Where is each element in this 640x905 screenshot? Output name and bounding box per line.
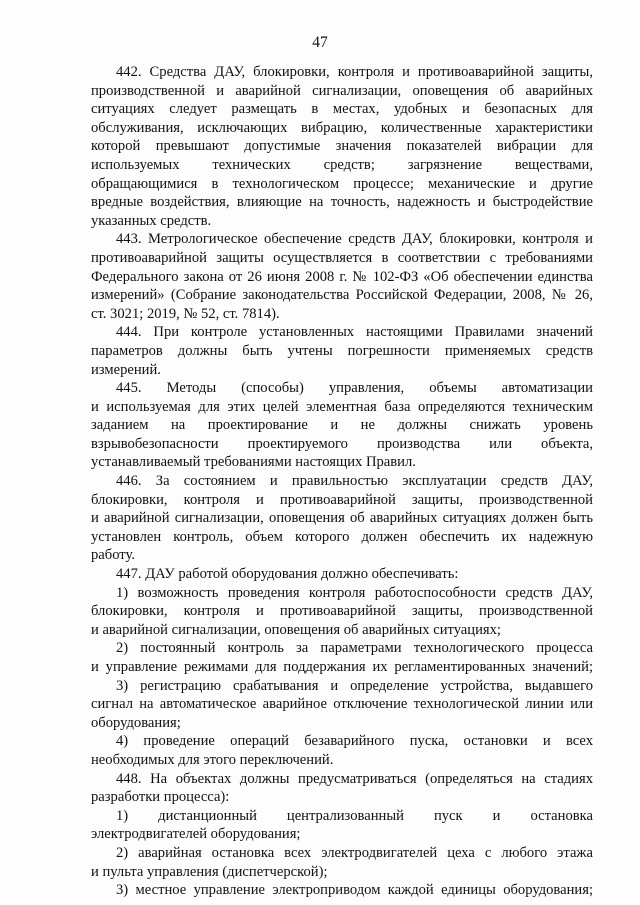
text-line: измерений» (Собрание законодательства Российской Федерации, 2008, № 26,	[91, 287, 593, 304]
text-line: противоаварийной защиты осуществляется в соответствии с требованиями	[91, 249, 593, 266]
text-line: и аварийной сигнализации, оповещения об аварийных ситуациях;	[91, 621, 501, 638]
text-line: параметров должны быть учтены погрешности применяемых средств	[91, 342, 593, 359]
text-line: 1) дистанционный централизованный пуск и остановка	[116, 807, 593, 824]
text-line: производственной и аварийной сигнализации, оповещения об аварийных	[91, 82, 593, 99]
text-line: вредные воздействия, влияющие на точность, надежность и быстродействие	[91, 194, 593, 211]
text-line: необходимых для этого переключений.	[91, 751, 334, 768]
text-line: блокировки, контроля и противоаварийной защиты, производственной	[91, 491, 593, 508]
text-line: оборудования;	[91, 714, 181, 731]
text-line: 2) постоянный контроль за параметрами технологического процесса	[116, 640, 593, 657]
text-line: взрывобезопасности проектируемого производства или объекта,	[91, 435, 593, 452]
page-number: 47	[312, 34, 328, 51]
text-line: 443. Метрологическое обеспечение средств ДАУ, блокировки, контроля и	[116, 231, 593, 248]
text-line: электродвигателей оборудования;	[91, 826, 301, 843]
text-line: установлен контроль, объем которого должен обеспечить их надежную	[91, 528, 593, 545]
text-line: обращающимися в технологическом процессе; механические и другие	[91, 175, 593, 192]
text-line: разработки процесса):	[91, 789, 230, 806]
text-line: которой превышают допустимые значения показателей вибрации для	[91, 138, 593, 155]
text-line: 446. За состоянием и правильностью эксплуатации средств ДАУ,	[116, 473, 593, 490]
text-line: Федерального закона от 26 июня 2008 г. № 102-ФЗ «Об обеспечении единства	[91, 268, 593, 285]
text-line: 4) проведение операций безаварийного пуска, остановки и всех	[116, 733, 593, 750]
document-body	[91, 63, 593, 900]
text-line: используемых технических средств; загрязнение веществами,	[91, 156, 593, 173]
text-line: работу.	[91, 547, 135, 564]
text-line: 442. Средства ДАУ, блокировки, контроля и противоаварийной защиты,	[116, 64, 593, 80]
text-line: ст. 3021; 2019, № 52, ст. 7814).	[91, 305, 280, 322]
text-line: 447. ДАУ работой оборудования должно обеспечивать:	[116, 566, 459, 583]
text-line: указанных средств.	[91, 212, 212, 229]
text-line: и управление режимами для поддержания их регламентированных значений;	[91, 659, 593, 675]
text-line: 3) регистрацию срабатывания и определение устройства, выдавшего	[116, 677, 593, 694]
text-line: 1) возможность проведения контроля работоспособности средств ДАУ,	[116, 584, 593, 601]
text-line: блокировки, контроля и противоаварийной защиты, производственной	[91, 603, 593, 620]
text-line: и используемая для этих целей элементная база определяются техническим	[91, 398, 593, 415]
text-line: 445. Методы (способы) управления, объемы автоматизации	[116, 380, 593, 397]
text-line: устанавливаемый требованиями настоящих Правил.	[91, 454, 416, 471]
text-line: ситуациях следует размещать в местах, удобных и безопасных для	[91, 101, 593, 118]
text-line: 444. При контроле установленных настоящими Правилами значений	[116, 324, 593, 341]
text-line: 3) местное управление электроприводом каждой единицы оборудования;	[116, 882, 593, 899]
text-line: измерений.	[91, 361, 161, 378]
text-line: обслуживания, исключающих вибрацию, количественные характеристики	[91, 119, 593, 136]
text-line: и пульта управления (диспетчерской);	[91, 863, 328, 880]
text-line: 448. На объектах должны предусматриваться (определяться на стадиях	[116, 770, 593, 787]
text-line: и аварийной сигнализации, оповещения об аварийных ситуациях должен быть	[91, 510, 593, 527]
text-line: сигнал на автоматическое аварийное отключение технологической линии или	[91, 696, 593, 713]
text-line: заданием на проектирование и не должны снижать уровень	[91, 417, 593, 434]
text-line: 2) аварийная остановка всех электродвигателей цеха с любого этажа	[116, 844, 593, 861]
